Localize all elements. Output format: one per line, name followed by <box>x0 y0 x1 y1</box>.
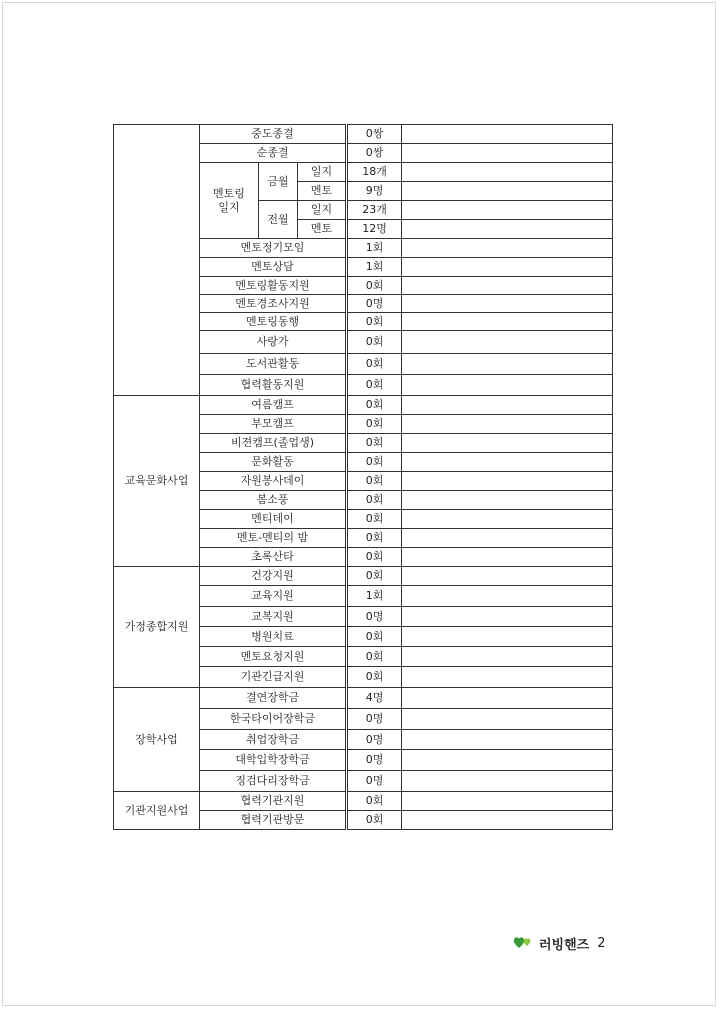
log-label: 일지 <box>298 201 347 220</box>
row-value: 0회 <box>347 647 402 667</box>
table-row <box>114 792 613 811</box>
remarks-cell <box>402 295 613 313</box>
row-value: 0쌍 <box>347 125 402 144</box>
row-label: 멘토정기모임 <box>200 239 347 258</box>
remarks-cell <box>402 313 613 331</box>
remarks-cell <box>402 354 613 375</box>
table-row <box>114 396 613 415</box>
remarks-cell <box>402 529 613 548</box>
remarks-cell <box>402 415 613 434</box>
row-value: 0회 <box>347 415 402 434</box>
row-label: 도서관활동 <box>200 354 347 375</box>
remarks-cell <box>402 375 613 396</box>
row-value: 0회 <box>347 667 402 688</box>
table-row <box>114 125 613 144</box>
row-value: 0회 <box>347 627 402 647</box>
remarks-cell <box>402 688 613 709</box>
hearts-logo-icon <box>512 932 534 954</box>
category-label: 기관지원사업 <box>114 792 200 830</box>
row-value: 0회 <box>347 434 402 453</box>
category-label: 가정종합지원 <box>114 567 200 688</box>
row-label: 중도종결 <box>200 125 347 144</box>
remarks-cell <box>402 510 613 529</box>
brand-name: 러빙핸즈 <box>539 937 590 953</box>
row-value: 0쌍 <box>347 144 402 163</box>
row-value: 12명 <box>347 220 402 239</box>
statistics-table <box>113 124 613 830</box>
remarks-cell <box>402 607 613 627</box>
row-value: 0명 <box>347 295 402 313</box>
mentor-label: 멘토 <box>298 182 347 201</box>
row-label: 한국타이어장학금 <box>200 709 347 730</box>
row-value: 0회 <box>347 396 402 415</box>
row-value: 4명 <box>347 688 402 709</box>
row-value: 0명 <box>347 750 402 771</box>
remarks-cell <box>402 125 613 144</box>
this-month-label: 금월 <box>259 163 298 201</box>
row-value: 1회 <box>347 258 402 277</box>
row-label: 문화활동 <box>200 453 347 472</box>
row-label: 협력활동지원 <box>200 375 347 396</box>
row-label: 기관긴급지원 <box>200 667 347 688</box>
mentoring-log-label: 멘토링 일지 <box>200 163 259 239</box>
remarks-cell <box>402 453 613 472</box>
row-label: 부모캠프 <box>200 415 347 434</box>
remarks-cell <box>402 258 613 277</box>
row-value: 0회 <box>347 792 402 811</box>
row-label: 순종결 <box>200 144 347 163</box>
remarks-cell <box>402 331 613 354</box>
row-value: 0회 <box>347 375 402 396</box>
remarks-cell <box>402 750 613 771</box>
row-label: 병원치료 <box>200 627 347 647</box>
last-month-label: 전월 <box>259 201 298 239</box>
row-value: 0회 <box>347 491 402 510</box>
row-value: 0명 <box>347 607 402 627</box>
category-label: 교육문화사업 <box>114 396 200 567</box>
row-label: 건강지원 <box>200 567 347 586</box>
remarks-cell <box>402 277 613 295</box>
remarks-cell <box>402 239 613 258</box>
row-label: 멘토요청지원 <box>200 647 347 667</box>
row-value: 1회 <box>347 239 402 258</box>
row-value: 23개 <box>347 201 402 220</box>
row-label: 멘토-멘티의 밤 <box>200 529 347 548</box>
row-value: 0회 <box>347 510 402 529</box>
row-value: 0회 <box>347 354 402 375</box>
page-number: 2 <box>597 935 606 951</box>
remarks-cell <box>402 567 613 586</box>
log-label: 일지 <box>298 163 347 182</box>
remarks-cell <box>402 627 613 647</box>
remarks-cell <box>402 647 613 667</box>
row-label: 교육지원 <box>200 586 347 607</box>
row-label: 멘티데이 <box>200 510 347 529</box>
row-value: 1회 <box>347 586 402 607</box>
row-value: 0회 <box>347 811 402 830</box>
row-value: 0회 <box>347 548 402 567</box>
remarks-cell <box>402 163 613 182</box>
row-value: 0회 <box>347 453 402 472</box>
row-label: 멘토링동행 <box>200 313 347 331</box>
remarks-cell <box>402 792 613 811</box>
remarks-cell <box>402 472 613 491</box>
row-label: 협력기관방문 <box>200 811 347 830</box>
row-value: 0명 <box>347 709 402 730</box>
remarks-cell <box>402 144 613 163</box>
remarks-cell <box>402 396 613 415</box>
row-value: 0회 <box>347 472 402 491</box>
mentor-label: 멘토 <box>298 220 347 239</box>
row-label: 멘토상담 <box>200 258 347 277</box>
row-value: 0회 <box>347 313 402 331</box>
row-label: 교복지원 <box>200 607 347 627</box>
remarks-cell <box>402 548 613 567</box>
table-row <box>114 567 613 586</box>
row-label: 비젼캠프(졸업생) <box>200 434 347 453</box>
category-cell-blank <box>114 125 200 396</box>
row-value: 0회 <box>347 277 402 295</box>
table-row <box>114 688 613 709</box>
remarks-cell <box>402 667 613 688</box>
row-value: 0회 <box>347 529 402 548</box>
row-label: 멘토경조사지원 <box>200 295 347 313</box>
remarks-cell <box>402 182 613 201</box>
remarks-cell <box>402 220 613 239</box>
row-label: 결연장학금 <box>200 688 347 709</box>
row-value: 0회 <box>347 331 402 354</box>
row-label: 사랑가 <box>200 331 347 354</box>
row-label: 징검다리장학금 <box>200 771 347 792</box>
remarks-cell <box>402 434 613 453</box>
row-label: 멘토링활동지원 <box>200 277 347 295</box>
remarks-cell <box>402 201 613 220</box>
row-label: 취업장학금 <box>200 730 347 750</box>
row-label: 여름캠프 <box>200 396 347 415</box>
remarks-cell <box>402 811 613 830</box>
category-label: 장학사업 <box>114 688 200 792</box>
row-value: 9명 <box>347 182 402 201</box>
row-value: 18개 <box>347 163 402 182</box>
row-value: 0회 <box>347 567 402 586</box>
row-label: 협력기관지원 <box>200 792 347 811</box>
row-value: 0명 <box>347 730 402 750</box>
remarks-cell <box>402 730 613 750</box>
row-label: 대학입학장학금 <box>200 750 347 771</box>
row-label: 봄소풍 <box>200 491 347 510</box>
remarks-cell <box>402 709 613 730</box>
remarks-cell <box>402 586 613 607</box>
row-label: 초록산타 <box>200 548 347 567</box>
remarks-cell <box>402 491 613 510</box>
page-footer <box>512 932 606 954</box>
row-value: 0명 <box>347 771 402 792</box>
row-label: 자원봉사데이 <box>200 472 347 491</box>
remarks-cell <box>402 771 613 792</box>
